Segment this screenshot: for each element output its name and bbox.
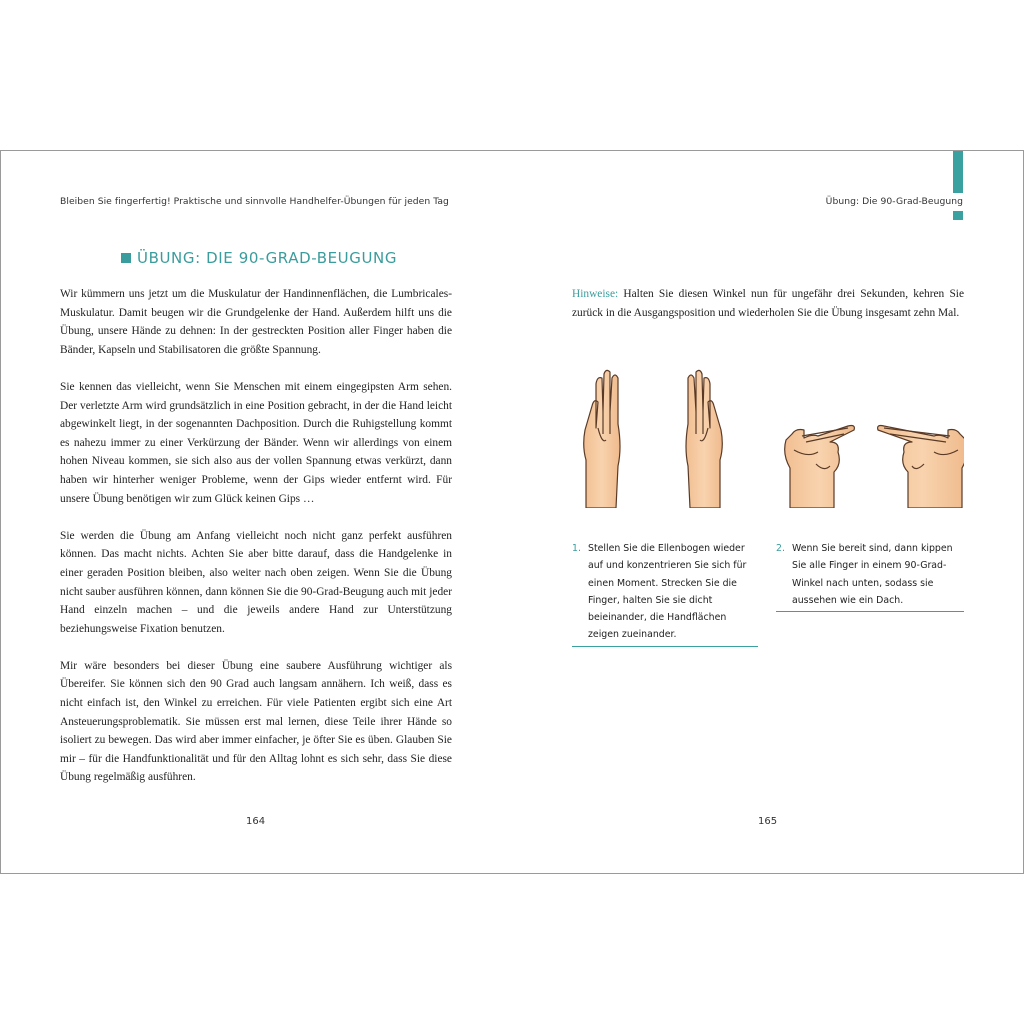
caption-number: 1.	[572, 543, 581, 554]
caption-text: Wenn Sie bereit sind, dann kippen Sie alle Finger in einem 90-Grad-Winkel nach unten, sodass sie aussehen wie ein Dach.	[792, 543, 953, 606]
thumb-tab-square	[953, 211, 963, 220]
hands-upright-icon	[584, 370, 723, 508]
caption-1	[572, 540, 758, 647]
paragraph: Wir kümmern uns jetzt um die Muskulatur der Handinnenflächen, die Lumbricales-Muskulatur. Damit beugen wir die Grundgelenke der Hand. Außerdem hilft uns die Übung, unsere Hände zu dehnen: In der gestreckten Position aller Finger haben die Bänder, Kapseln und Stabilisatoren die größte Spannung.	[60, 288, 452, 356]
hint-paragraph	[572, 285, 964, 322]
page-number-left: 164	[246, 816, 266, 827]
caption-text: Stellen Sie die Ellenbogen wieder auf und konzentrieren Sie sich für einen Moment. Strecken Sie die Finger, halten Sie sie dicht beieinander, die Handflächen zeigen zueinander.	[588, 543, 747, 641]
section-heading	[121, 249, 397, 267]
paragraph: Sie kennen das vielleicht, wenn Sie Menschen mit einem eingegipsten Arm sehen. Der verletzte Arm wird grundsätzlich in eine Position gebracht, in der die Hand leicht abgewinkelt liegt, in der sogenannten Dachposition. Durch die Ruhigstellung kommt es nahezu immer zu einer Verkürzung der Bänder. Wenn wir allerdings von einem hohen Niveau kommen, sie sich also aus der vollen Spannung etwas verkürzt, dann haben wir hinterher weniger Probleme, wenn der Gips wieder entfernt wird. Für unsere Übung benötigen wir zum Glück keinen Gips …	[60, 380, 452, 505]
caption-number: 2.	[776, 543, 785, 554]
hands-roof-icon	[785, 426, 964, 509]
hands-illustration	[572, 368, 964, 508]
running-head-left: Bleiben Sie fingerfertig! Praktische und sinnvolle Handhelfer-Übungen für jeden Tag	[60, 196, 449, 207]
left-column	[60, 285, 452, 787]
page-number-right: 165	[758, 816, 778, 827]
section-heading-text: ÜBUNG: DIE 90-GRAD-BEUGUNG	[137, 249, 398, 267]
caption-2	[776, 540, 964, 612]
paragraph: Mir wäre besonders bei dieser Übung eine saubere Ausführung wichtiger als Übereifer. Sie können sich den 90 Grad auch langsam annähern. Ich weiß, dass es nicht einfach ist, den Winkel zu erreichen. Für viele Patienten ergibt sich eine Art Ansteuerungsproblematik. Sie müssen erst mal lernen, diese Teile ihrer Hände so isoliert zu bewegen. Das wird aber immer einfacher, je öfter Sie es üben. Glauben Sie mir – für die Handfunktionalität und für den Alltag lohnt es sich sehr, dass Sie diese Übung regelmäßig ausführen.	[60, 659, 452, 784]
heading-square-icon	[121, 253, 131, 263]
thumb-tab-bar	[953, 151, 963, 193]
paragraph: Sie werden die Übung am Anfang vielleicht noch nicht ganz perfekt ausführen können. Das macht nichts. Achten Sie aber bitte darauf, dass die Handgelenke in einer geraden Position bleiben, also weiter nach oben zeigen. Wenn Sie die Übung nicht sauber ausführen können, dann können Sie die 90-Grad-Beugung auch mit jeder Hand einzeln machen – und die jeweils andere Hand zur Unterstützung beziehungsweise Fixation benutzen.	[60, 529, 452, 635]
hint-label: Hinweise:	[572, 288, 619, 300]
running-head-right: Übung: Die 90-Grad-Beugung	[825, 196, 963, 207]
hint-text: Halten Sie diesen Winkel nun für ungefähr drei Sekunden, kehren Sie zurück in die Ausgangsposition und wiederholen Sie die Übung insgesamt zehn Mal.	[572, 288, 964, 319]
